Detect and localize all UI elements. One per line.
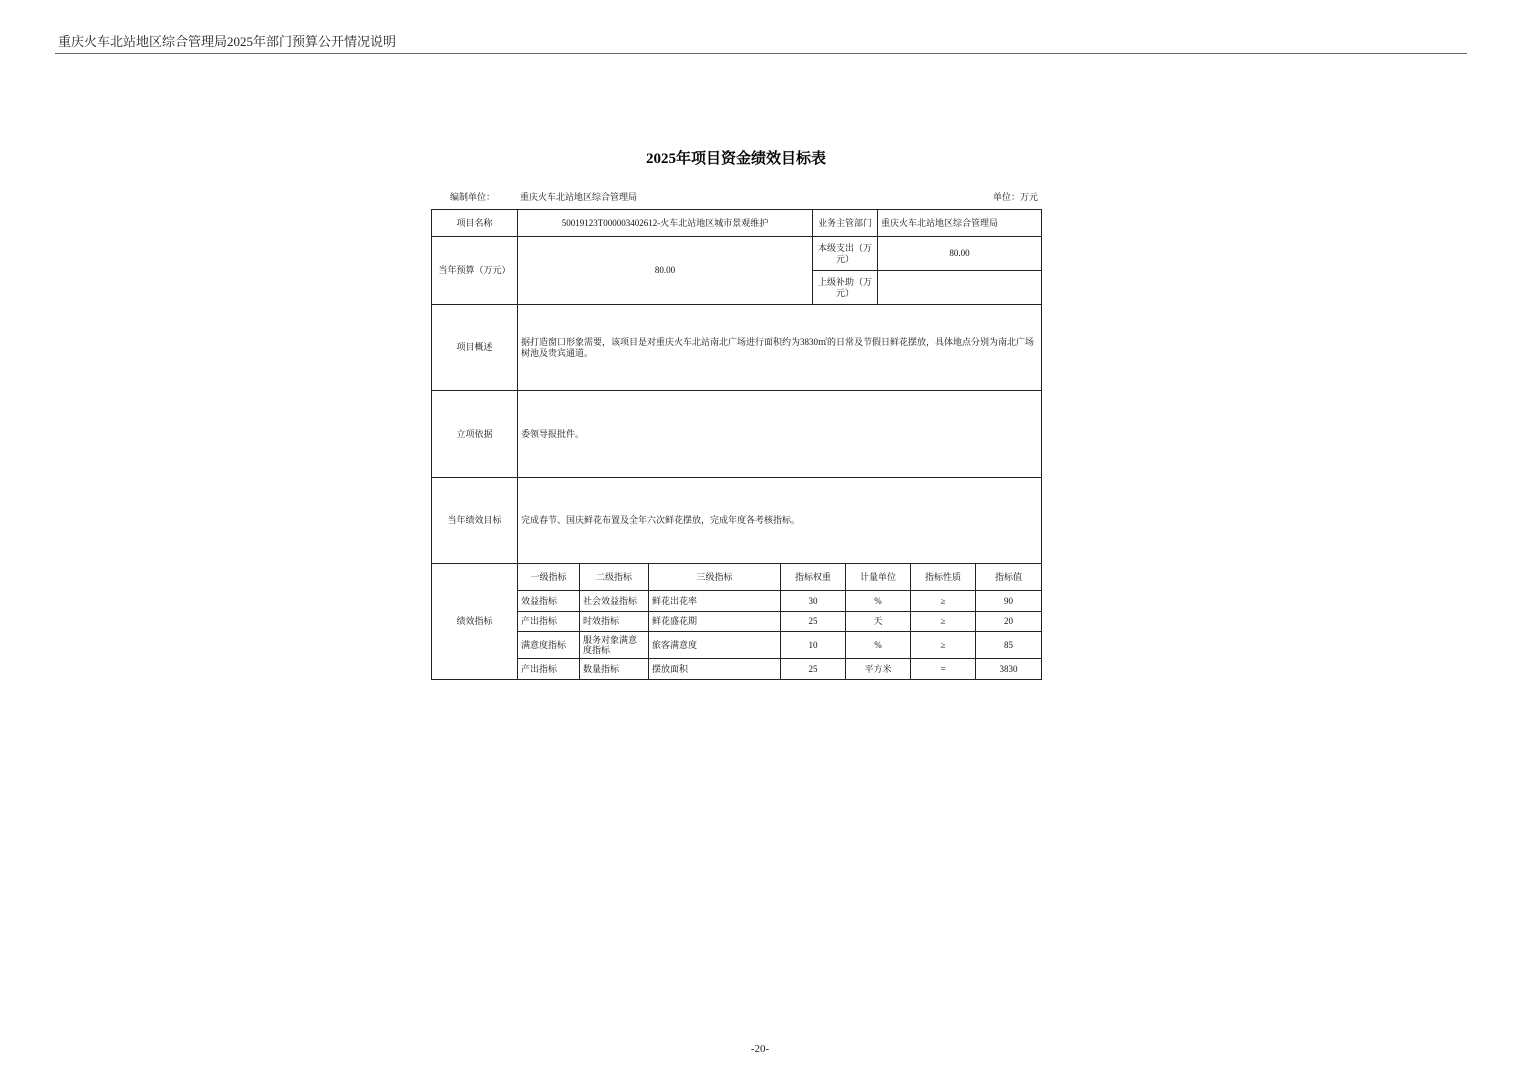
project-name-value: 50019123T000003402612-火车北站地区城市景观维护 <box>517 209 813 237</box>
indicator-header: 一级指标 <box>517 563 580 591</box>
indicator-cell: % <box>845 590 911 612</box>
indicator-cell: 社会效益指标 <box>579 590 649 612</box>
indicator-cell: 25 <box>780 658 846 680</box>
indicator-cell: ≥ <box>910 590 976 612</box>
indicator-cell: 服务对象满意度指标 <box>579 631 649 659</box>
goal-label: 当年绩效目标 <box>431 477 518 564</box>
indicator-cell: 满意度指标 <box>517 631 580 659</box>
own-expense-value: 80.00 <box>877 236 1042 271</box>
indicator-cell: 30 <box>780 590 846 612</box>
org-value: 重庆火车北站地区综合管理局 <box>520 192 638 202</box>
indicator-cell: ≥ <box>910 631 976 659</box>
indicator-cell: 数量指标 <box>579 658 649 680</box>
indicator-cell: 平方米 <box>845 658 911 680</box>
indicator-cell: 旅客满意度 <box>648 631 781 659</box>
org-label: 编制单位： <box>450 192 496 202</box>
indicator-cell: 20 <box>975 611 1042 632</box>
indicator-cell: 天 <box>845 611 911 632</box>
unit-label: 单位：万元 <box>992 192 1038 202</box>
page-number: -20- <box>750 1043 770 1055</box>
overview-value: 据打造窗口形象需要，该项目是对重庆火车北站南北广场进行面积约为3830㎡的日常及节假日鲜花摆放，具体地点分别为南北广场树池及贵宾通道。 <box>517 304 1042 391</box>
indicator-header: 指标权重 <box>780 563 846 591</box>
goal-value: 完成春节、国庆鲜花布置及全年六次鲜花摆放，完成年度各考核指标。 <box>517 477 1042 564</box>
project-name-label: 项目名称 <box>431 209 518 237</box>
indicator-cell: = <box>910 658 976 680</box>
indicator-header: 计量单位 <box>845 563 911 591</box>
indicator-header: 指标性质 <box>910 563 976 591</box>
indicator-cell: 产出指标 <box>517 611 580 632</box>
indicators-label: 绩效指标 <box>431 563 518 680</box>
basis-label: 立项依据 <box>431 390 518 478</box>
indicator-cell: 鲜花盛花期 <box>648 611 781 632</box>
header-divider <box>55 53 1467 54</box>
superior-subsidy-value <box>877 270 1042 305</box>
overview-label: 项目概述 <box>431 304 518 391</box>
indicator-cell: 10 <box>780 631 846 659</box>
budget-value: 80.00 <box>517 236 813 305</box>
indicator-cell: 85 <box>975 631 1042 659</box>
indicator-cell: 时效指标 <box>579 611 649 632</box>
indicator-header: 三级指标 <box>648 563 781 591</box>
indicator-cell: 25 <box>780 611 846 632</box>
indicator-header: 指标值 <box>975 563 1042 591</box>
indicator-cell: 3830 <box>975 658 1042 680</box>
indicator-cell: ≥ <box>910 611 976 632</box>
indicator-header: 二级指标 <box>579 563 649 591</box>
table-title: 2025年项目资金绩效目标表 <box>645 151 826 167</box>
superior-subsidy-label: 上级补助（万元） <box>812 270 878 305</box>
indicator-cell: 摆放面积 <box>648 658 781 680</box>
budget-label: 当年预算（万元） <box>431 236 518 305</box>
own-expense-label: 本级支出（万元） <box>812 236 878 271</box>
indicator-cell: 效益指标 <box>517 590 580 612</box>
indicator-cell: % <box>845 631 911 659</box>
basis-value: 委领导报批件。 <box>517 390 1042 478</box>
dept-label: 业务主管部门 <box>812 209 878 237</box>
indicator-cell: 90 <box>975 590 1042 612</box>
indicator-cell: 鲜花出花率 <box>648 590 781 612</box>
indicator-cell: 产出指标 <box>517 658 580 680</box>
dept-value: 重庆火车北站地区综合管理局 <box>877 209 1042 237</box>
page-header-title: 重庆火车北站地区综合管理局2025年部门预算公开情况说明 <box>58 34 397 49</box>
